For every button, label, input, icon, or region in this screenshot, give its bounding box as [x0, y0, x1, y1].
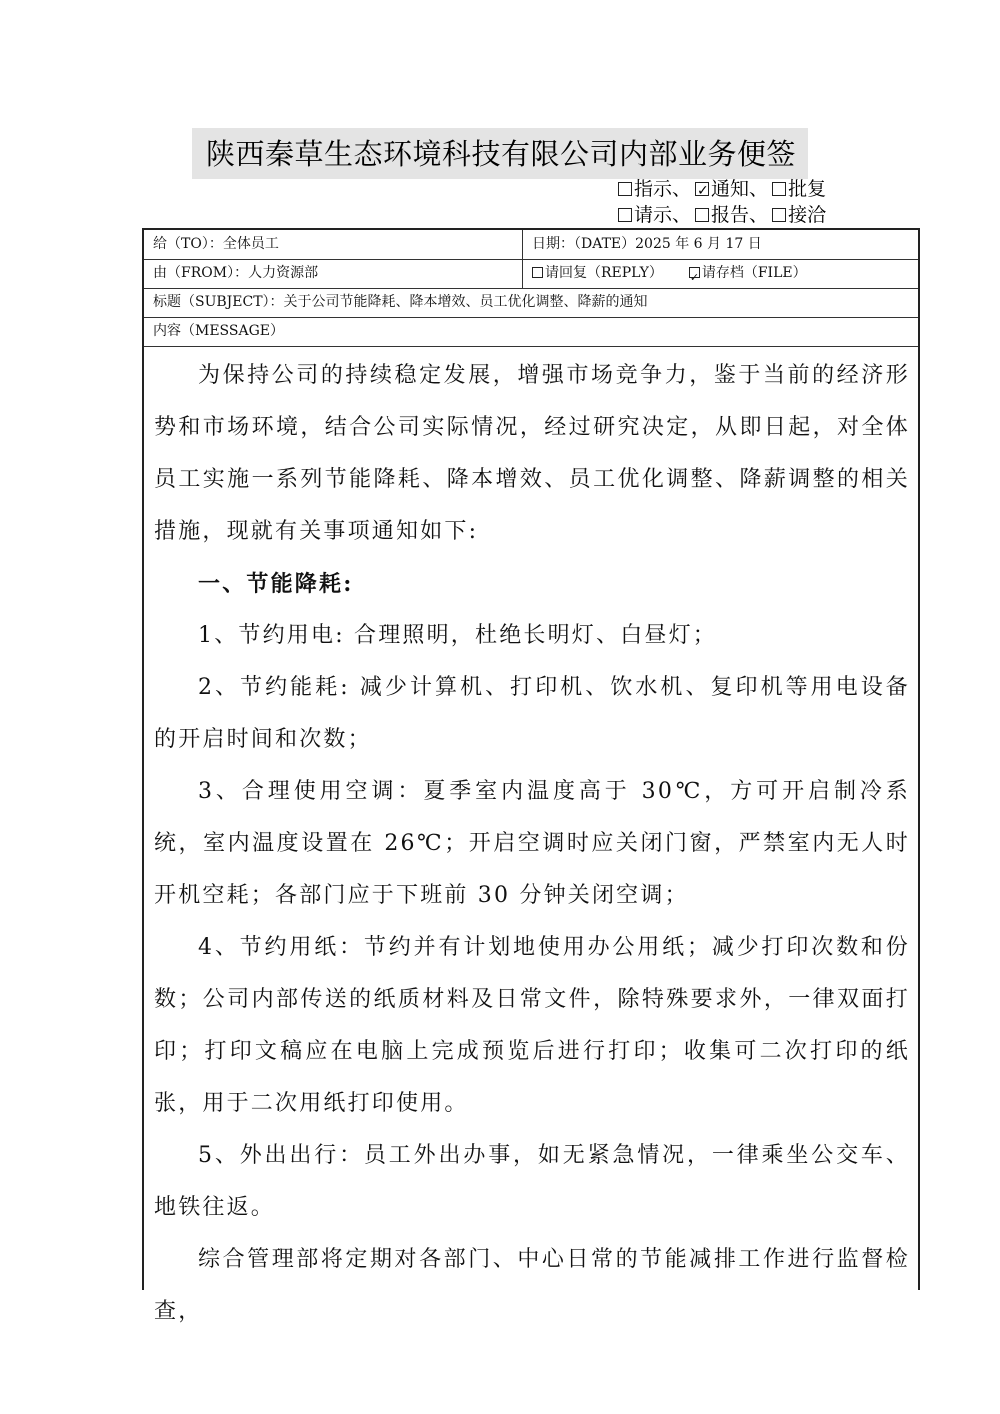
doc-type-label: 批复 [788, 178, 827, 200]
checked-checkbox-icon [689, 267, 700, 278]
separator: 、 [749, 204, 769, 226]
list-item-4: 4、节约用纸：节约并有计划地使用办公用纸；减少打印次数和份数；公司内部传送的纸质材料及日常文件，除特殊要求外，一律双面打印；打印文稿应在电脑上完成预览后进行打印；收集可二次打印的纸张，用于二次用纸打印使用。 [154, 935, 910, 1116]
doc-type-instruction[interactable] [618, 178, 672, 200]
checkbox-icon [532, 267, 543, 278]
sender-field: 由（FROM）：人力资源部 [153, 265, 319, 281]
doc-type-request[interactable] [618, 204, 672, 226]
column-divider [522, 259, 523, 288]
subject-field: 标题（SUBJECT）：关于公司节能降耗、降本增效、员工优化调整、降薪的通知 [153, 294, 648, 310]
closing-paragraph: 综合管理部将定期对各部门、中心日常的节能减排工作进行监督检查， [154, 1247, 910, 1324]
message-label: 内容（MESSAGE） [153, 323, 285, 339]
intro-paragraph: 为保持公司的持续稳定发展，增强市场竞争力，鉴于当前的经济形势和市场环境，结合公司实际情况，经过研究决定，从即日起，对全体员工实施一系列节能降耗、降本增效、员工优化调整、降薪调整的相关措施，现就有关事项通知如下: [154, 363, 910, 544]
doc-type-label: 报告 [711, 204, 750, 226]
doc-type-approval[interactable] [772, 178, 826, 200]
memo-form [142, 228, 920, 1324]
list-item-5: 5、外出出行：员工外出办事，如无紧急情况，一律乘坐公交车、地铁往返。 [154, 1143, 910, 1220]
list-item-3: 3、合理使用空调：夏季室内温度高于 30℃，方可开启制冷系统，室内温度设置在 26℃；开启空调时应关闭门窗，严禁室内无人时开机空耗；各部门应于下班前 30 分钟关闭空调； [154, 779, 910, 908]
message-content [154, 350, 910, 1338]
form-row-message-label [144, 317, 918, 347]
list-item-1: 1、节约用电: 合理照明，杜绝长明灯、白昼灯； [198, 623, 718, 648]
title-wrap [0, 128, 1000, 179]
checked-checkbox-icon [695, 182, 709, 196]
separator: 、 [672, 178, 692, 200]
doc-type-label: 接洽 [788, 204, 827, 226]
file-label: 请存档（FILE） [701, 265, 807, 281]
document-type-checklist [618, 176, 826, 228]
file-checkbox[interactable] [689, 265, 807, 281]
checkbox-icon [695, 208, 709, 222]
form-row-to-date [144, 230, 918, 260]
list-item-2: 2、节约能耗: 减少计算机、打印机、饮水机、复印机等用电设备的开启时间和次数； [154, 675, 910, 752]
reply-checkbox[interactable] [532, 265, 663, 281]
doc-type-label: 通知 [711, 178, 750, 200]
form-row-subject [144, 288, 918, 318]
section-heading: 一、节能降耗: [198, 571, 354, 597]
checkbox-icon [772, 208, 786, 222]
doc-type-label: 请示 [634, 204, 673, 226]
separator: 、 [749, 178, 769, 200]
column-divider [522, 230, 523, 259]
date-field: 日期：（DATE）2025 年 6 月 17 日 [532, 236, 762, 252]
checkbox-icon [618, 182, 632, 196]
doc-type-contact[interactable] [772, 204, 826, 226]
doc-type-label: 指示 [634, 178, 673, 200]
reply-file-options [532, 259, 807, 288]
checkbox-icon [618, 208, 632, 222]
reply-label: 请回复（REPLY） [545, 265, 663, 281]
doc-type-row-1 [618, 176, 826, 202]
form-row-from-options [144, 259, 918, 289]
recipient-field: 给（TO）：全体员工 [153, 236, 279, 252]
checkbox-icon [772, 182, 786, 196]
doc-type-row-2 [618, 202, 826, 228]
doc-type-notice[interactable] [695, 178, 749, 200]
separator: 、 [672, 204, 692, 226]
doc-type-report[interactable] [695, 204, 749, 226]
document-title: 陕西秦草生态环境科技有限公司内部业务便签 [192, 128, 808, 179]
